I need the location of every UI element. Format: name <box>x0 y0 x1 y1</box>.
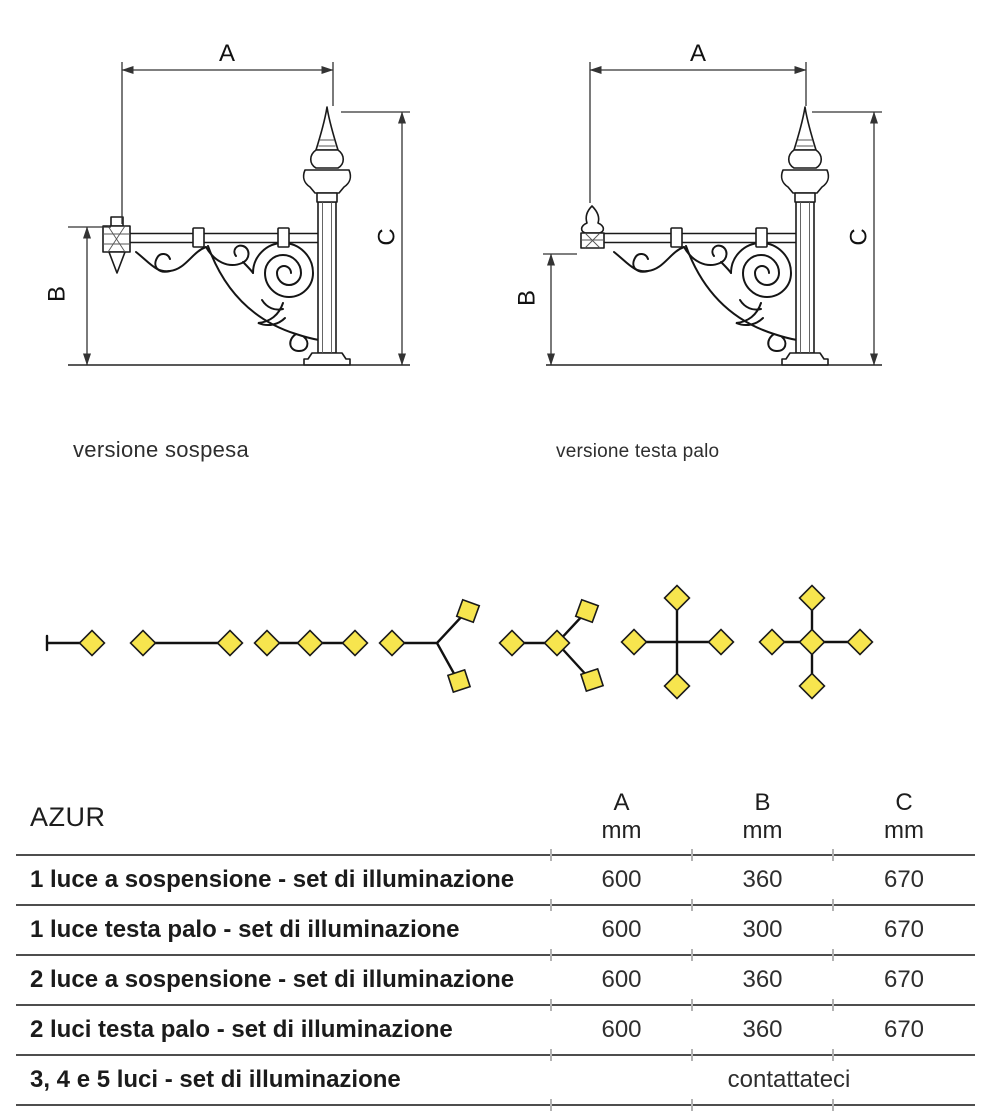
dim-label-c: C <box>845 228 873 246</box>
column-unit: mm <box>742 817 783 844</box>
caption-versione-sospesa: versione sospesa <box>73 437 250 462</box>
value-a: 600 <box>551 1006 692 1054</box>
config-3-luci-ramificata-lines <box>392 614 464 679</box>
column-letter: B <box>754 789 771 816</box>
arm-end-finial <box>581 206 604 248</box>
value-b: 360 <box>692 1006 833 1054</box>
value-c: 670 <box>833 1006 975 1054</box>
column-letter: A <box>613 789 630 816</box>
table-row <box>16 1054 975 1106</box>
column-header-c <box>833 788 975 854</box>
caption-versione-testa-palo: versione testa palo <box>556 441 720 462</box>
dim-label-a: A <box>689 40 707 67</box>
dim-label-b: B <box>513 289 541 307</box>
value-b: 360 <box>692 856 833 904</box>
column-header-b <box>692 788 833 854</box>
value-c: 670 <box>833 906 975 954</box>
light-configuration-diagrams <box>0 560 992 720</box>
value-b: 300 <box>692 906 833 954</box>
column-header-a <box>551 788 692 854</box>
drawing-versione-testa-palo <box>513 40 882 365</box>
config-5-luci-croce <box>760 586 873 699</box>
column-unit: mm <box>884 817 924 844</box>
row-label: 2 luci testa palo - set di illuminazione <box>30 1016 453 1043</box>
value-c: 670 <box>833 956 975 1004</box>
value-a: 600 <box>551 906 692 954</box>
config-1-luce-sospesa-lines <box>47 636 81 650</box>
table-title: AZUR <box>30 802 106 832</box>
contact-us-cell: contattateci <box>551 1056 975 1104</box>
lamp-hook-fitting <box>103 217 130 273</box>
row-label: 3, 4 e 5 luci - set di illuminazione <box>30 1066 401 1093</box>
column-unit: mm <box>601 817 642 844</box>
table-row <box>16 1004 975 1054</box>
column-letter: C <box>895 789 913 816</box>
row-label: 2 luce a sospensione - set di illuminazione <box>30 966 515 993</box>
table-row <box>16 854 975 904</box>
dim-label-c: C <box>373 228 401 246</box>
technical-drawings <box>0 0 992 400</box>
config-3-luci-ramificata <box>380 600 480 692</box>
table-header <box>16 788 975 854</box>
config-1-luce-sospesa <box>80 631 105 656</box>
dimension-lines-left-drawing <box>68 62 410 365</box>
value-a: 600 <box>551 856 692 904</box>
drawing-versione-sospesa <box>43 40 410 365</box>
value-c: 670 <box>833 856 975 904</box>
dim-label-b: B <box>43 285 71 303</box>
dim-label-a: A <box>218 40 236 67</box>
value-a: 600 <box>551 956 692 1004</box>
value-b: 360 <box>692 956 833 1004</box>
row-label: 1 luce a sospensione - set di illuminazione <box>30 866 515 893</box>
dimension-table <box>16 788 975 1106</box>
config-3-luci-lineare <box>255 631 368 656</box>
row-label: 1 luce testa palo - set di illuminazione <box>30 916 460 943</box>
table-row <box>16 904 975 954</box>
config-4-luci-ramificata <box>500 600 604 691</box>
table-row <box>16 954 975 1004</box>
